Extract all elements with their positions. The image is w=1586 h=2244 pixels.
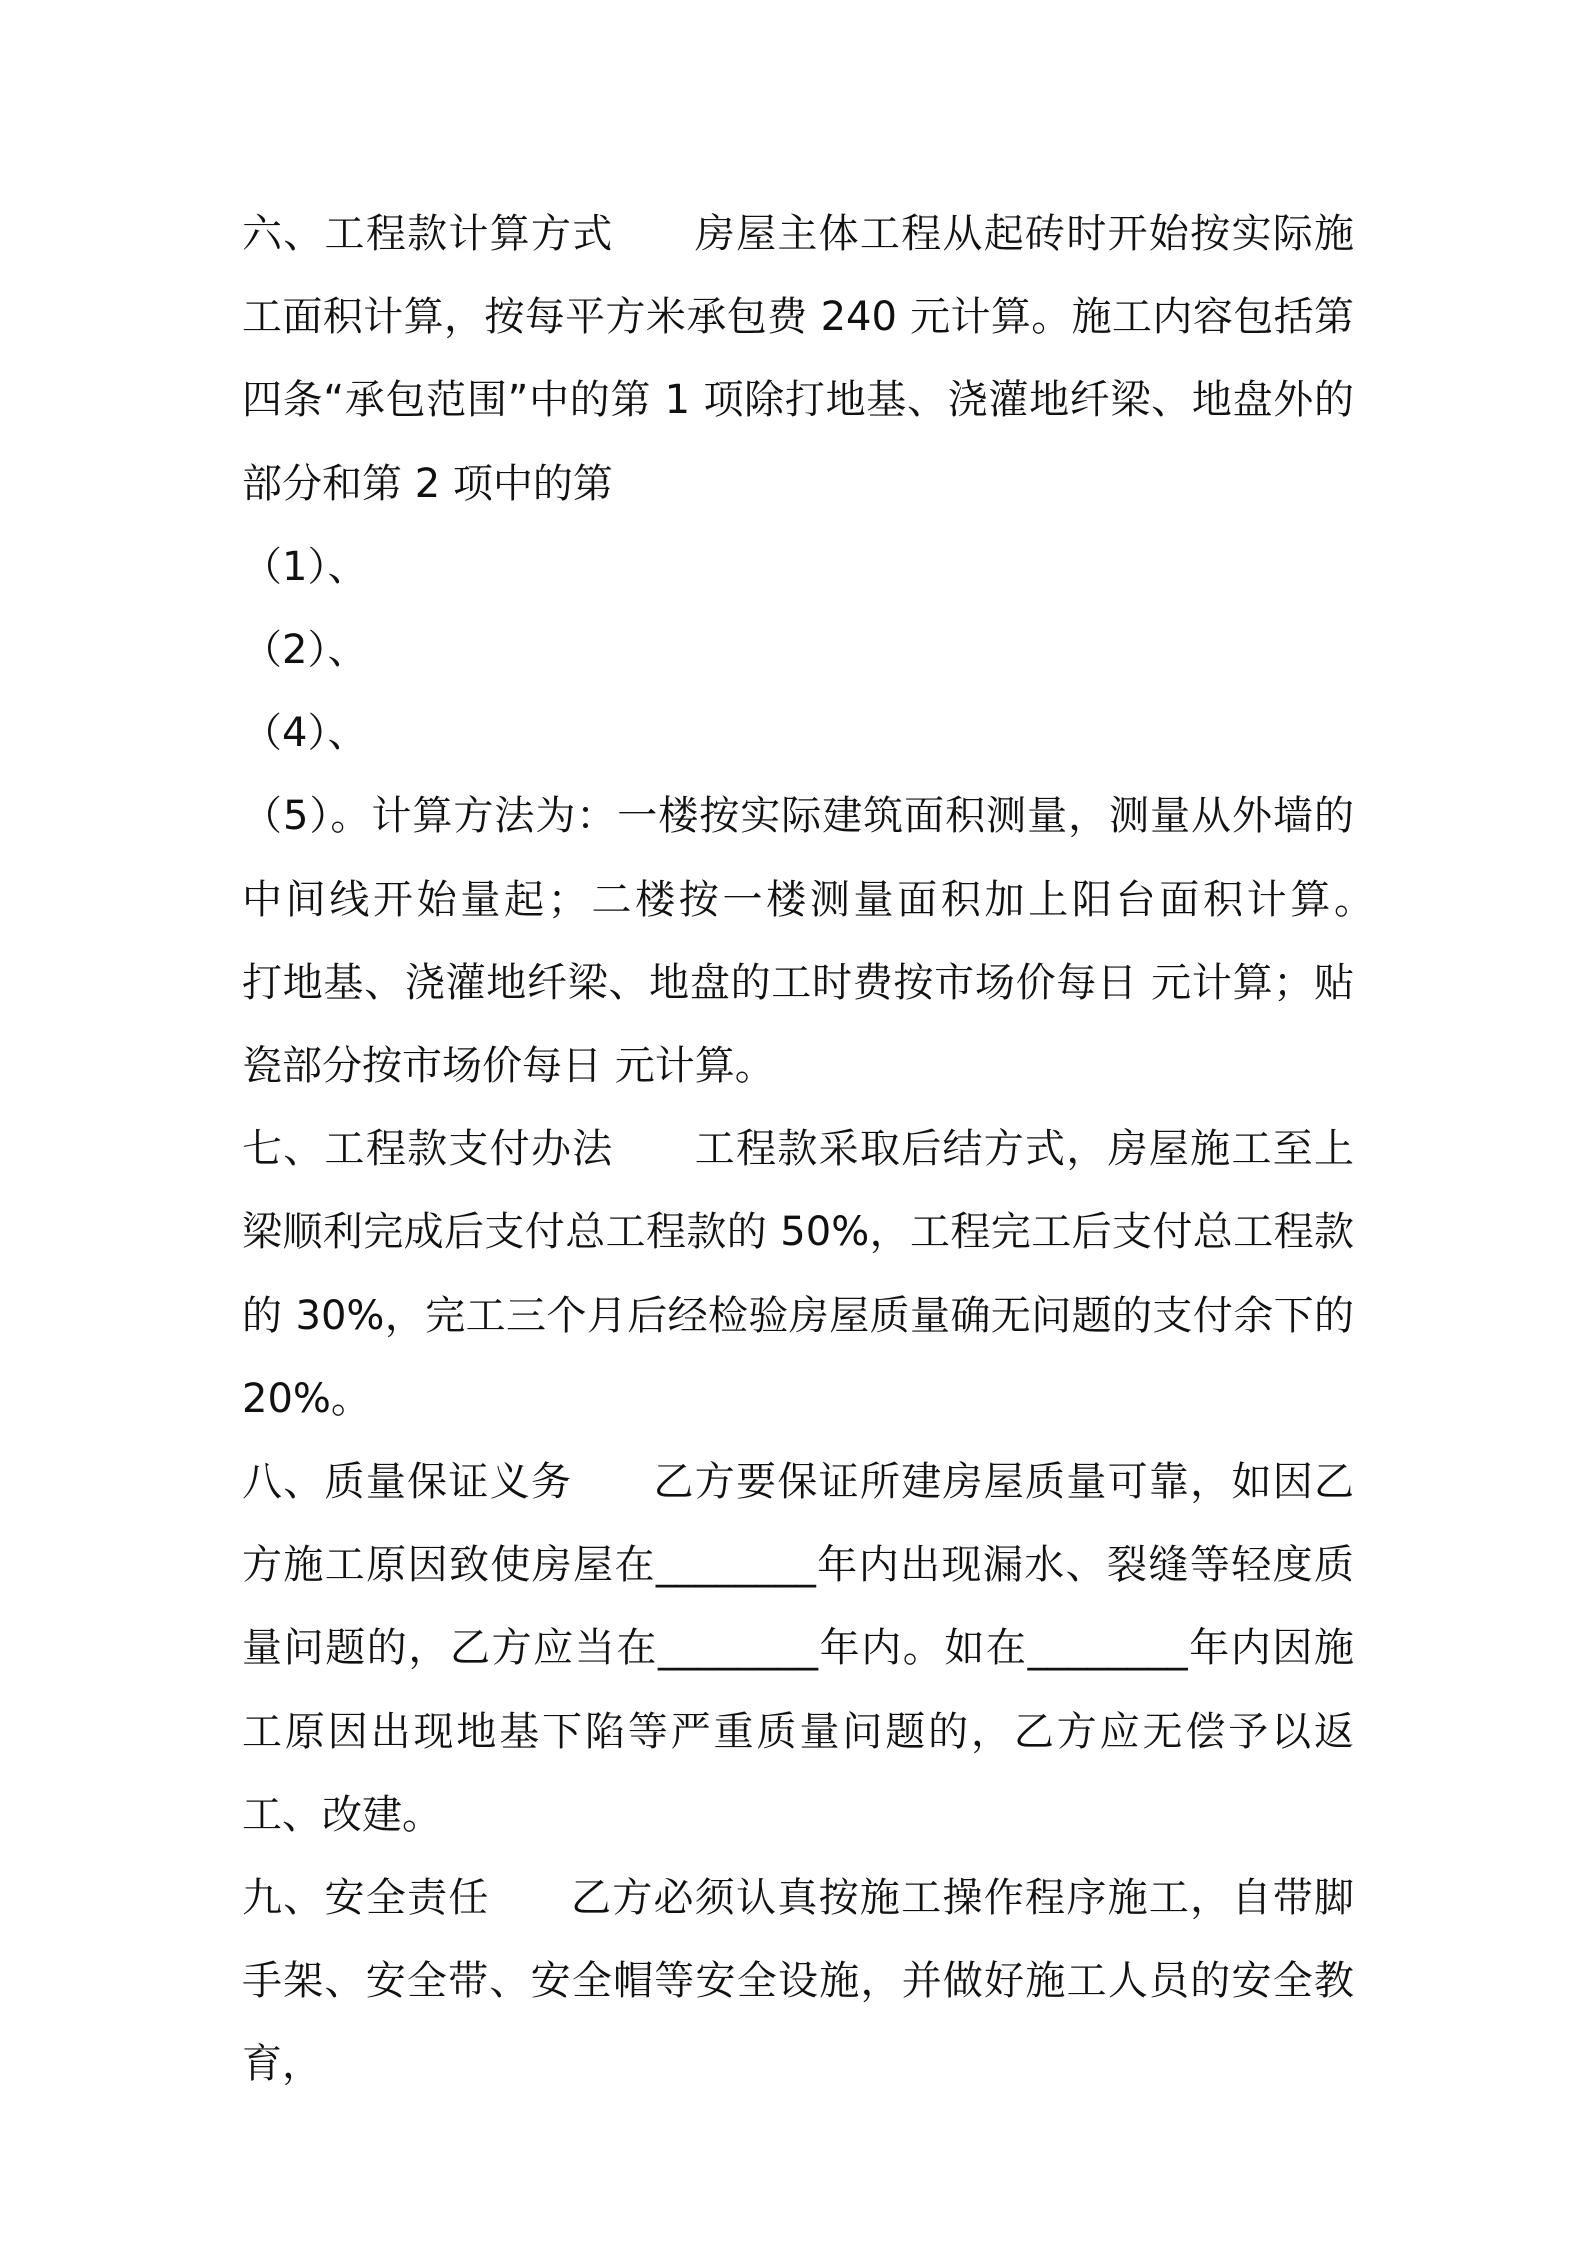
section-seven-body: 工程款采取后结方式，房屋施工至上梁顺利完成后支付总工程款的 50%，工程完工后支付总工程款的 30%，完工三个月后经检验房屋质量确无问题的支付余下的 20%。 [242, 1126, 1355, 1422]
list-item-2 [242, 609, 1354, 692]
section-nine-body: 乙方必须认真按施工操作程序施工，自带脚手架、安全带、安全帽等安全设施，并做好施工人员的安全教育， [242, 1875, 1355, 2088]
list-item-2-text: （2）、 [242, 627, 368, 674]
list-item-1-text: （1）、 [242, 543, 368, 590]
section-nine [242, 1857, 1354, 2107]
section-nine-heading: 九、安全责任 [242, 1875, 490, 1922]
section-seven [242, 1108, 1354, 1441]
list-item-5 [242, 775, 1434, 1108]
section-six-heading: 六、工程款计算方式 [242, 211, 614, 257]
list-item-4 [242, 692, 1354, 775]
list-item-4-text: （4）、 [242, 710, 368, 757]
section-seven-heading: 七、工程款支付办法 [242, 1126, 614, 1173]
list-item-5-text: （5）。计算方法为：一楼按实际建筑面积测量，测量从外墙的中间线开始量起；二楼按一楼测量面积加上阳台面积计算。 打地基、浇灌地纤梁、地盘的工时费按市场价每日 元计算；贴瓷部分按市场价每日 元计算。 [242, 793, 1434, 1090]
section-eight [242, 1441, 1354, 1857]
section-eight-heading: 八、质量保证义务 [242, 1459, 573, 1506]
section-six-body: 房屋主体工程从起砖时开始按实际施工面积计算，按每平方米承包费 240 元计算。施工内容包括第四条“承包范围”中的第 1 项除打地基、浇灌地纤梁、地盘外的部分和第 2 项中的第 [242, 211, 1355, 507]
document-body [242, 193, 1434, 2107]
section-eight-body: 乙方要保证所建房屋质量可靠，如因乙方施工原因致使房屋在________年内出现漏水、裂缝等轻度质量问题的，乙方应当在________年内。如在________年内因施工原因出现地基下陷等严重质量问题的，乙方应无偿予以返工、改建。 [242, 1459, 1355, 1838]
section-six [242, 193, 1354, 526]
list-item-1 [242, 526, 1354, 609]
